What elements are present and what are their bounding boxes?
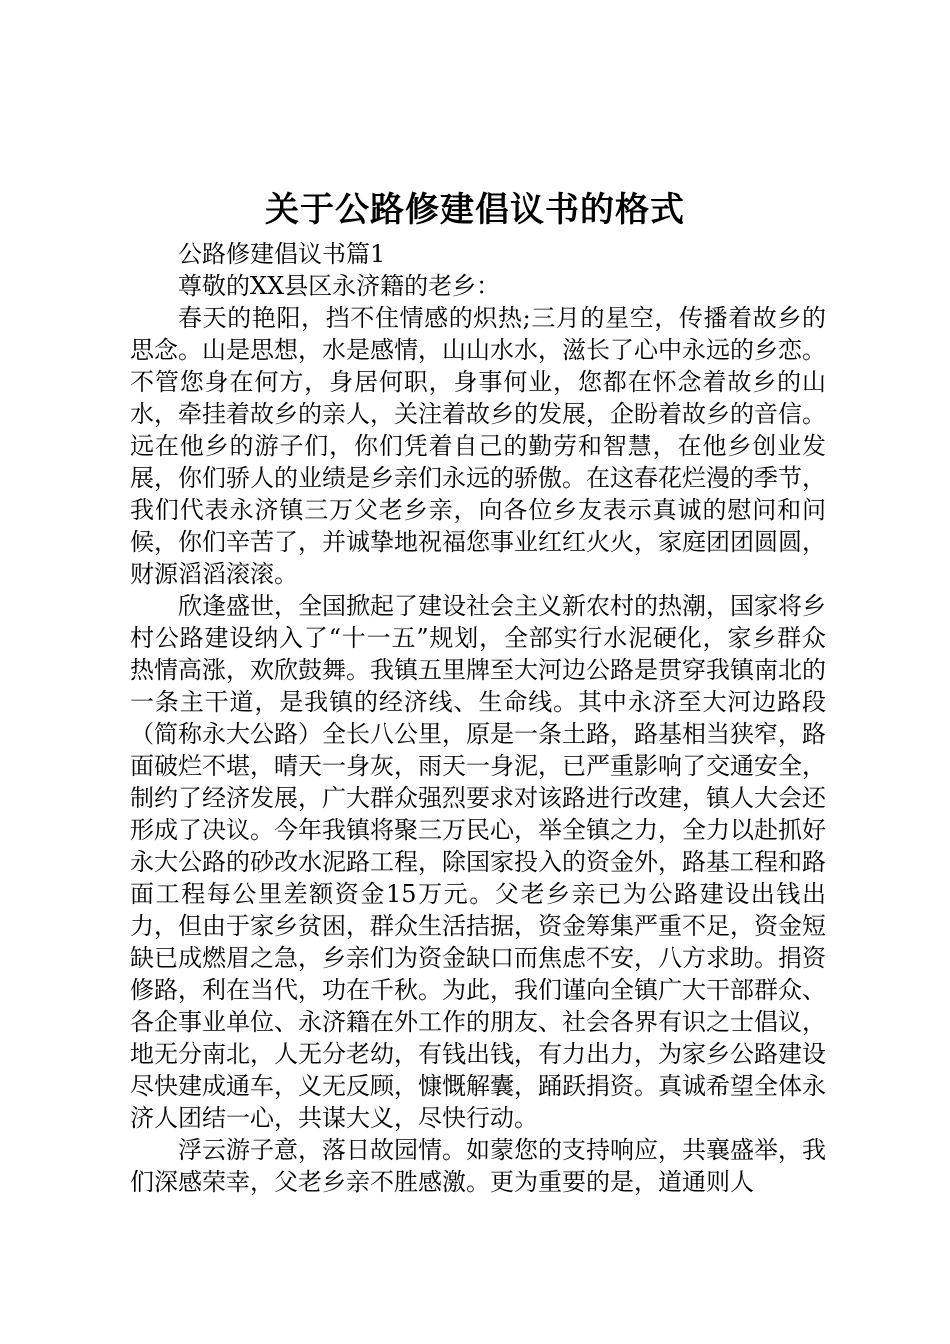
section-heading: 公路修建倡议书篇1 xyxy=(178,240,386,268)
salutation: 尊敬的XX县区永济籍的老乡： xyxy=(178,272,501,300)
body-paragraph: 春天的艳阳，挡不住情感的炽热;三月的星空，传播着故乡的思念。山是思想，水是感情，山山水水，滋长了心中永远的乡恋。不管您身在何方，身居何职，身事何业，您都在怀念着故乡的山水，牵挂着故乡的亲人，关注着故乡的发展，企盼着故乡的音信。远在他乡的游子们，你们凭着自己的勤劳和智慧，在他乡创业发展，你们骄人的业绩是乡亲们永远的骄傲。在这春花烂漫的季节，我们代表永济镇三万父老乡亲，向各位乡友表示真诚的慰问和问候，你们辛苦了，并诚挚地祝福您事业红红火火，家庭团团圆圆，财源滔滔滚滚。 xyxy=(130,304,826,588)
document-title: 关于公路修建倡议书的格式 xyxy=(265,190,685,230)
body-paragraph: 欣逢盛世，全国掀起了建设社会主义新农村的热潮，国家将乡村公路建设纳入了“十一五”规划，全部实行水泥硬化，家乡群众热情高涨，欢欣鼓舞。我镇五里牌至大河边公路是贯穿我镇南北的一条主干道，是我镇的经济线、生命线。其中永济至大河边路段（简称永大公路）全长八公里，原是一条土路，路基相当狭窄，路面破烂不堪，晴天一身灰，雨天一身泥，已严重影响了交通安全，制约了经济发展，广大群众强烈要求对该路进行改建，镇人大会还形成了决议。今年我镇将聚三万民心，举全镇之力，全力以赴抓好永大公路的砂改水泥路工程，除国家投入的资金外，路基工程和路面工程每公里差额资金15万元。父老乡亲已为公路建设出钱出力，但由于家乡贫困，群众生活拮据，资金筹集严重不足，资金短缺已成燃眉之急，乡亲们为资金缺口而焦虑不安，八方求助。捐资修路，利在当代，功在千秋。为此，我们谨向全镇广大干部群众、各企事业单位、永济籍在外工作的朋友、社会各界有识之士倡议，地无分南北，人无分老幼，有钱出钱，有力出力，为家乡公路建设尽快建成通车，义无反顾，慷慨解囊，踊跃捐资。真诚希望全体永济人团结一心，共谋大义，尽快行动。 xyxy=(130,592,826,1132)
document-body xyxy=(130,238,826,1198)
body-paragraph: 浮云游子意，落日故园情。如蒙您的支持响应，共襄盛举，我们深感荣幸，父老乡亲不胜感激。更为重要的是，道通则人 xyxy=(130,1136,826,1196)
